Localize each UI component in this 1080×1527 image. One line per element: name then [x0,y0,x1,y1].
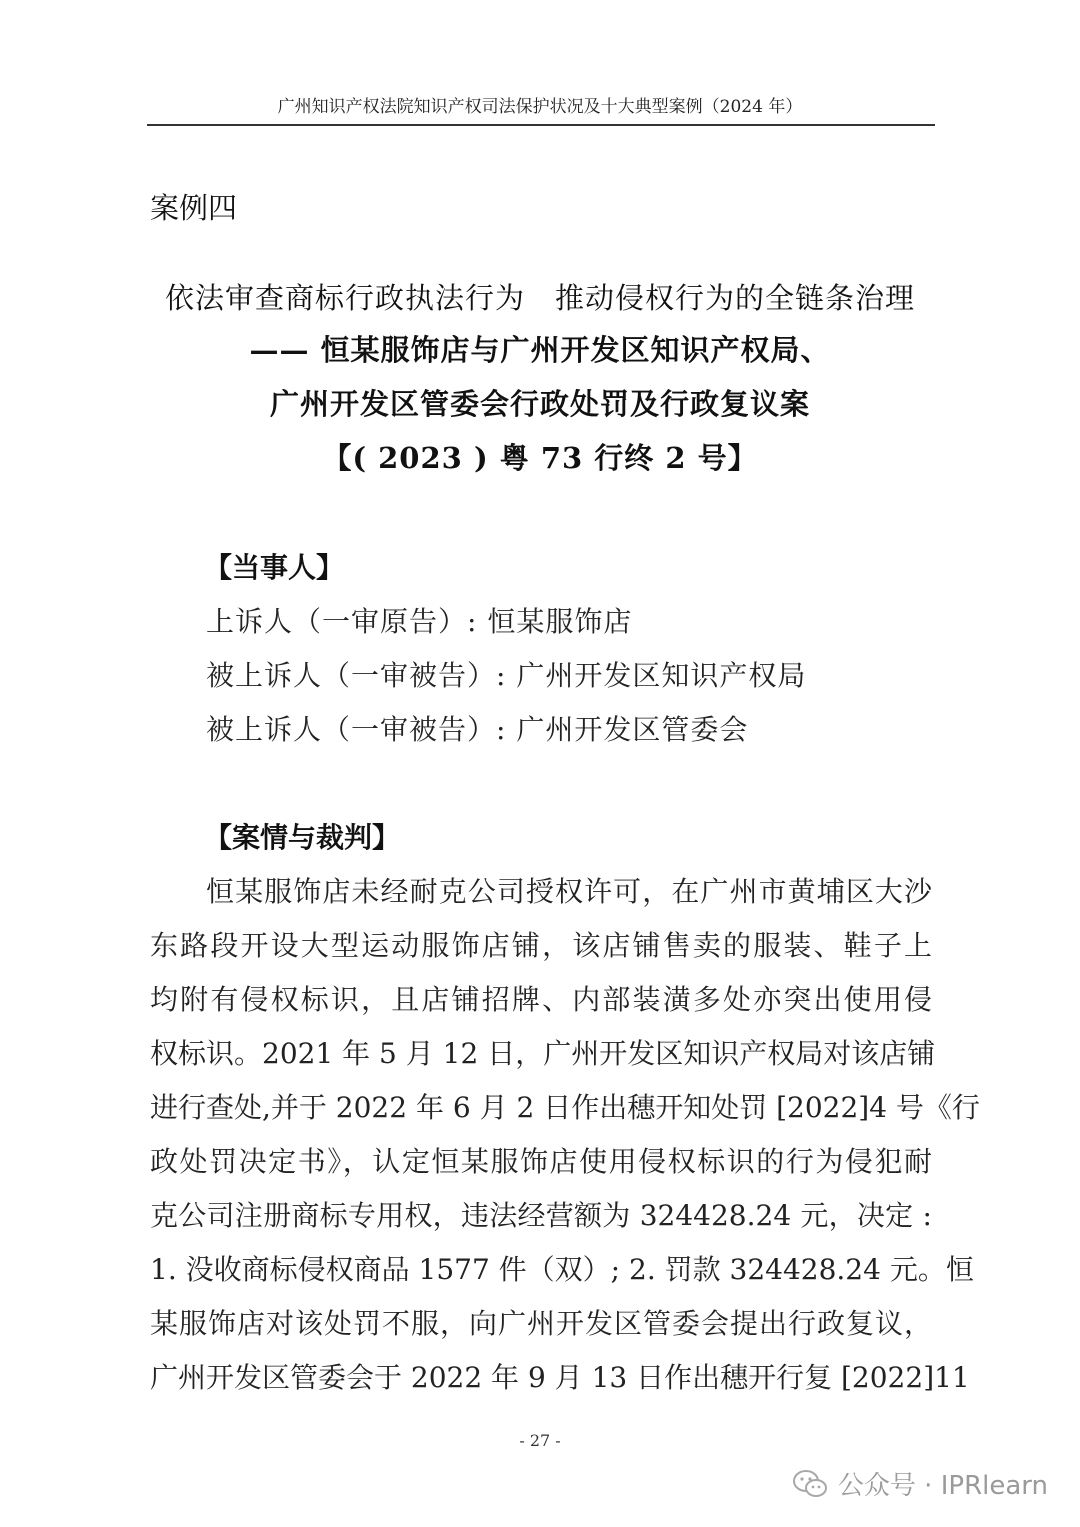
case-subtitle-line-1: —— 恒某服饰店与广州开发区知识产权局、 [249,333,831,367]
facts-heading: 【案情与裁判】 [204,821,401,854]
parties-heading: 【当事人】 [204,551,345,584]
facts-paragraph-line: 克公司注册商标专用权，违法经营额为 324428.24 元，决定 : [150,1199,932,1232]
header-rule [147,124,935,126]
facts-paragraph-line: 权标识。2021 年 5 月 12 日，广州开发区知识产权局对该店铺 [150,1037,936,1070]
facts-paragraph-line: 均附有侵权标识，且店铺招牌、内部装潢多处亦突出使用侵 [150,983,932,1016]
facts-paragraph-line: 进行查处,并于 2022 年 6 月 2 日作出穗开知处罚 [2022]4 号《行 [150,1091,980,1124]
party-line: 被上诉人（一审被告）: 广州开发区知识产权局 [206,659,807,692]
facts-paragraph-line: 某服饰店对该处罚不服，向广州开发区管委会提出行政复议， [150,1307,932,1340]
watermark-text: 公众号 · IPRlearn [837,1471,1048,1501]
case-number: 【( 2023 ) 粤 73 行终 2 号】 [322,441,758,475]
facts-paragraph-line: 东路段开设大型运动服饰店铺，该店铺售卖的服装、鞋子上 [150,929,932,962]
party-line: 上诉人（一审原告）: 恒某服饰店 [206,605,633,638]
wechat-icon [792,1469,828,1499]
page-number: - 27 - [519,1431,561,1450]
running-header: 广州知识产权法院知识产权司法保护状况及十大典型案例（2024 年） [277,97,803,117]
case-label: 案例四 [150,191,238,225]
facts-paragraph-line: 政处罚决定书》，认定恒某服饰店使用侵权标识的行为侵犯耐 [150,1145,932,1178]
watermark [792,1465,1048,1502]
case-title: 依法审查商标行政执法行为 推动侵权行为的全链条治理 [164,281,915,315]
facts-paragraph-line: 1. 没收商标侵权商品 1577 件（双）; 2. 罚款 324428.24 元。恒 [150,1253,974,1286]
facts-paragraph-line: 广州开发区管委会于 2022 年 9 月 13 日作出穗开行复 [2022]11 [150,1361,970,1394]
facts-paragraph-line: 恒某服饰店未经耐克公司授权许可，在广州市黄埔区大沙 [206,875,932,908]
case-subtitle-line-2: 广州开发区管委会行政处罚及行政复议案 [269,387,810,421]
party-line: 被上诉人（一审被告）: 广州开发区管委会 [206,713,749,746]
